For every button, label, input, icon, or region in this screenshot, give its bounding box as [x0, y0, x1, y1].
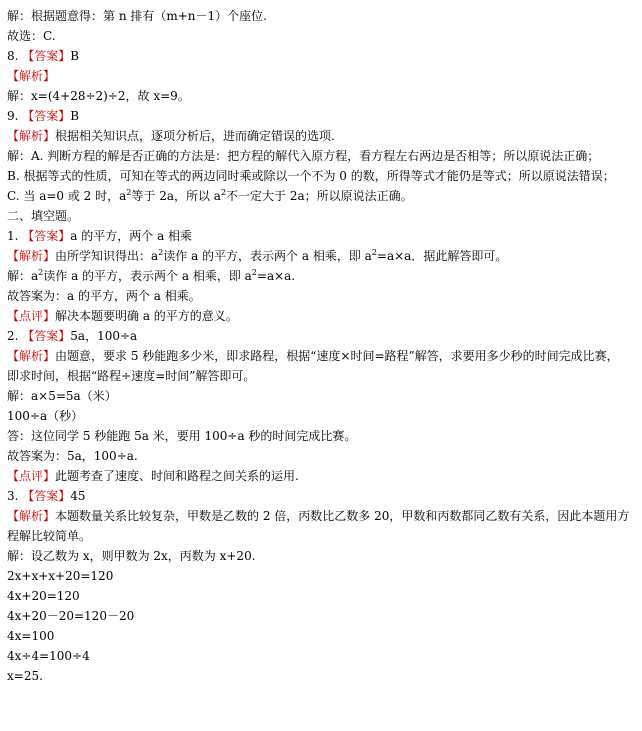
answer-value: 5a，100÷a	[70, 329, 138, 343]
equation-line: 2x+x+x+20=120	[7, 569, 114, 583]
comment-line	[7, 306, 637, 326]
equation-line: 4x+20－20=120－20	[7, 609, 135, 623]
analysis-tag: 【解析】	[7, 509, 56, 523]
superscript: 2	[220, 188, 227, 197]
text-line: 答：这位同学 5 秒能跑 5a 米，要用 100÷a 秒的时间完成比赛。	[7, 429, 357, 443]
text-line: 解：a×5=5a（米）	[7, 389, 117, 403]
text-line: 故选：C.	[7, 29, 56, 43]
question-number: 3.	[7, 489, 19, 503]
superscript: 2	[158, 248, 164, 257]
question-number: 1.	[7, 229, 19, 243]
analysis-tag: 【解析】	[7, 129, 56, 143]
text-line: 故答案为：a 的平方，两个 a 相乘。	[7, 289, 201, 303]
analysis-line	[7, 506, 637, 526]
text-line: B. 根据等式的性质，可知在等式的两边同时乘或除以一个不为 0 的数，所得等式才能仍是等式；所以原说法错误；	[7, 169, 615, 183]
text-line: 解：x=(4+28÷2)÷2，故 x=9。	[7, 89, 190, 103]
analysis-tag: 【解析】	[7, 249, 56, 263]
answer-tag: 【答案】	[22, 49, 71, 63]
superscript: 2	[38, 268, 44, 277]
analysis-text: 由题意，要求 5 秒能跑多少米，即求路程，根据“速度×时间=路程”解答，求要用多少秒的时间完成比赛，	[55, 349, 619, 363]
text-line	[7, 266, 637, 286]
analysis-line	[7, 126, 637, 146]
text-segment: 不一定大于 2a；所以原说法正确。	[226, 189, 413, 203]
text-line: 解：A. 判断方程的解是否正确的方法是：把方程的解代入原方程，看方程左右两边是否相等；所以原说法正确；	[7, 149, 600, 163]
comment-text: 此题考查了速度、时间和路程之间关系的运用.	[55, 469, 299, 483]
text-line: 解：根据题意得：第 n 排有（m+n－1）个座位.	[7, 9, 267, 23]
answer-line	[7, 226, 637, 246]
answer-line	[7, 106, 637, 126]
analysis-tag: 【解析】	[7, 349, 56, 363]
text-segment: C. 当 a=0 或 2 时，a	[7, 189, 127, 203]
answer-line	[7, 486, 637, 506]
text-line	[7, 186, 637, 206]
text-segment: =a×a.	[256, 269, 296, 283]
solution-document	[7, 6, 637, 686]
superscript: 2	[371, 248, 377, 257]
answer-line	[7, 46, 637, 66]
text-segment: 读作 a 的平方，表示两个 a 相乘，即 a	[163, 249, 372, 263]
analysis-text: 本题数量关系比较复杂，甲数是乙数的 2 倍，丙数比乙数多 20，甲数和丙数都同乙数有关系，因此本题用方	[55, 509, 630, 523]
comment-line	[7, 466, 637, 486]
answer-line	[7, 326, 637, 346]
text-line: 即求时间，根据“路程÷速度=时间”解答即可。	[7, 369, 256, 383]
text-line: 程解比较简单。	[7, 529, 92, 543]
text-segment: 由所学知识得出：a	[55, 249, 159, 263]
superscript: 2	[251, 268, 257, 277]
answer-value: B	[70, 109, 80, 123]
question-number: 9.	[7, 109, 19, 123]
question-number: 2.	[7, 329, 19, 343]
text-segment: =a×a．据此解答即可。	[376, 249, 508, 263]
text-line: 故答案为：5a，100÷a.	[7, 449, 138, 463]
superscript: 2	[126, 188, 132, 197]
answer-value: 45	[70, 489, 86, 503]
comment-tag: 【点评】	[7, 309, 56, 323]
section-heading: 二、填空题。	[7, 209, 80, 223]
text-line: 解：设乙数为 x，则甲数为 2x，丙数为 x+20.	[7, 549, 256, 563]
text-segment: 解：a	[7, 269, 39, 283]
text-segment: 读作 a 的平方，表示两个 a 相乘，即 a	[43, 269, 252, 283]
text-line: 100÷a（秒）	[7, 409, 84, 423]
answer-value: B	[70, 49, 80, 63]
equation-line: 4x=100	[7, 629, 55, 643]
answer-tag: 【答案】	[22, 329, 71, 343]
analysis-line	[7, 66, 637, 86]
text-segment: 等于 2a，所以 a	[131, 189, 221, 203]
equation-line: 4x÷4=100÷4	[7, 649, 90, 663]
answer-tag: 【答案】	[22, 109, 71, 123]
analysis-line	[7, 346, 637, 366]
answer-tag: 【答案】	[22, 229, 71, 243]
analysis-tag: 【解析】	[7, 69, 56, 83]
analysis-line	[7, 246, 637, 266]
comment-tag: 【点评】	[7, 469, 56, 483]
question-number: 8.	[7, 49, 19, 63]
answer-value: a 的平方，两个 a 相乘	[70, 229, 193, 243]
comment-text: 解决本题要明确 a 的平方的意义。	[55, 309, 238, 323]
equation-line: 4x+20=120	[7, 589, 80, 603]
analysis-text: 根据相关知识点，逐项分析后，进而确定错误的选项.	[55, 129, 335, 143]
answer-tag: 【答案】	[22, 489, 71, 503]
equation-line: x=25.	[7, 669, 43, 683]
